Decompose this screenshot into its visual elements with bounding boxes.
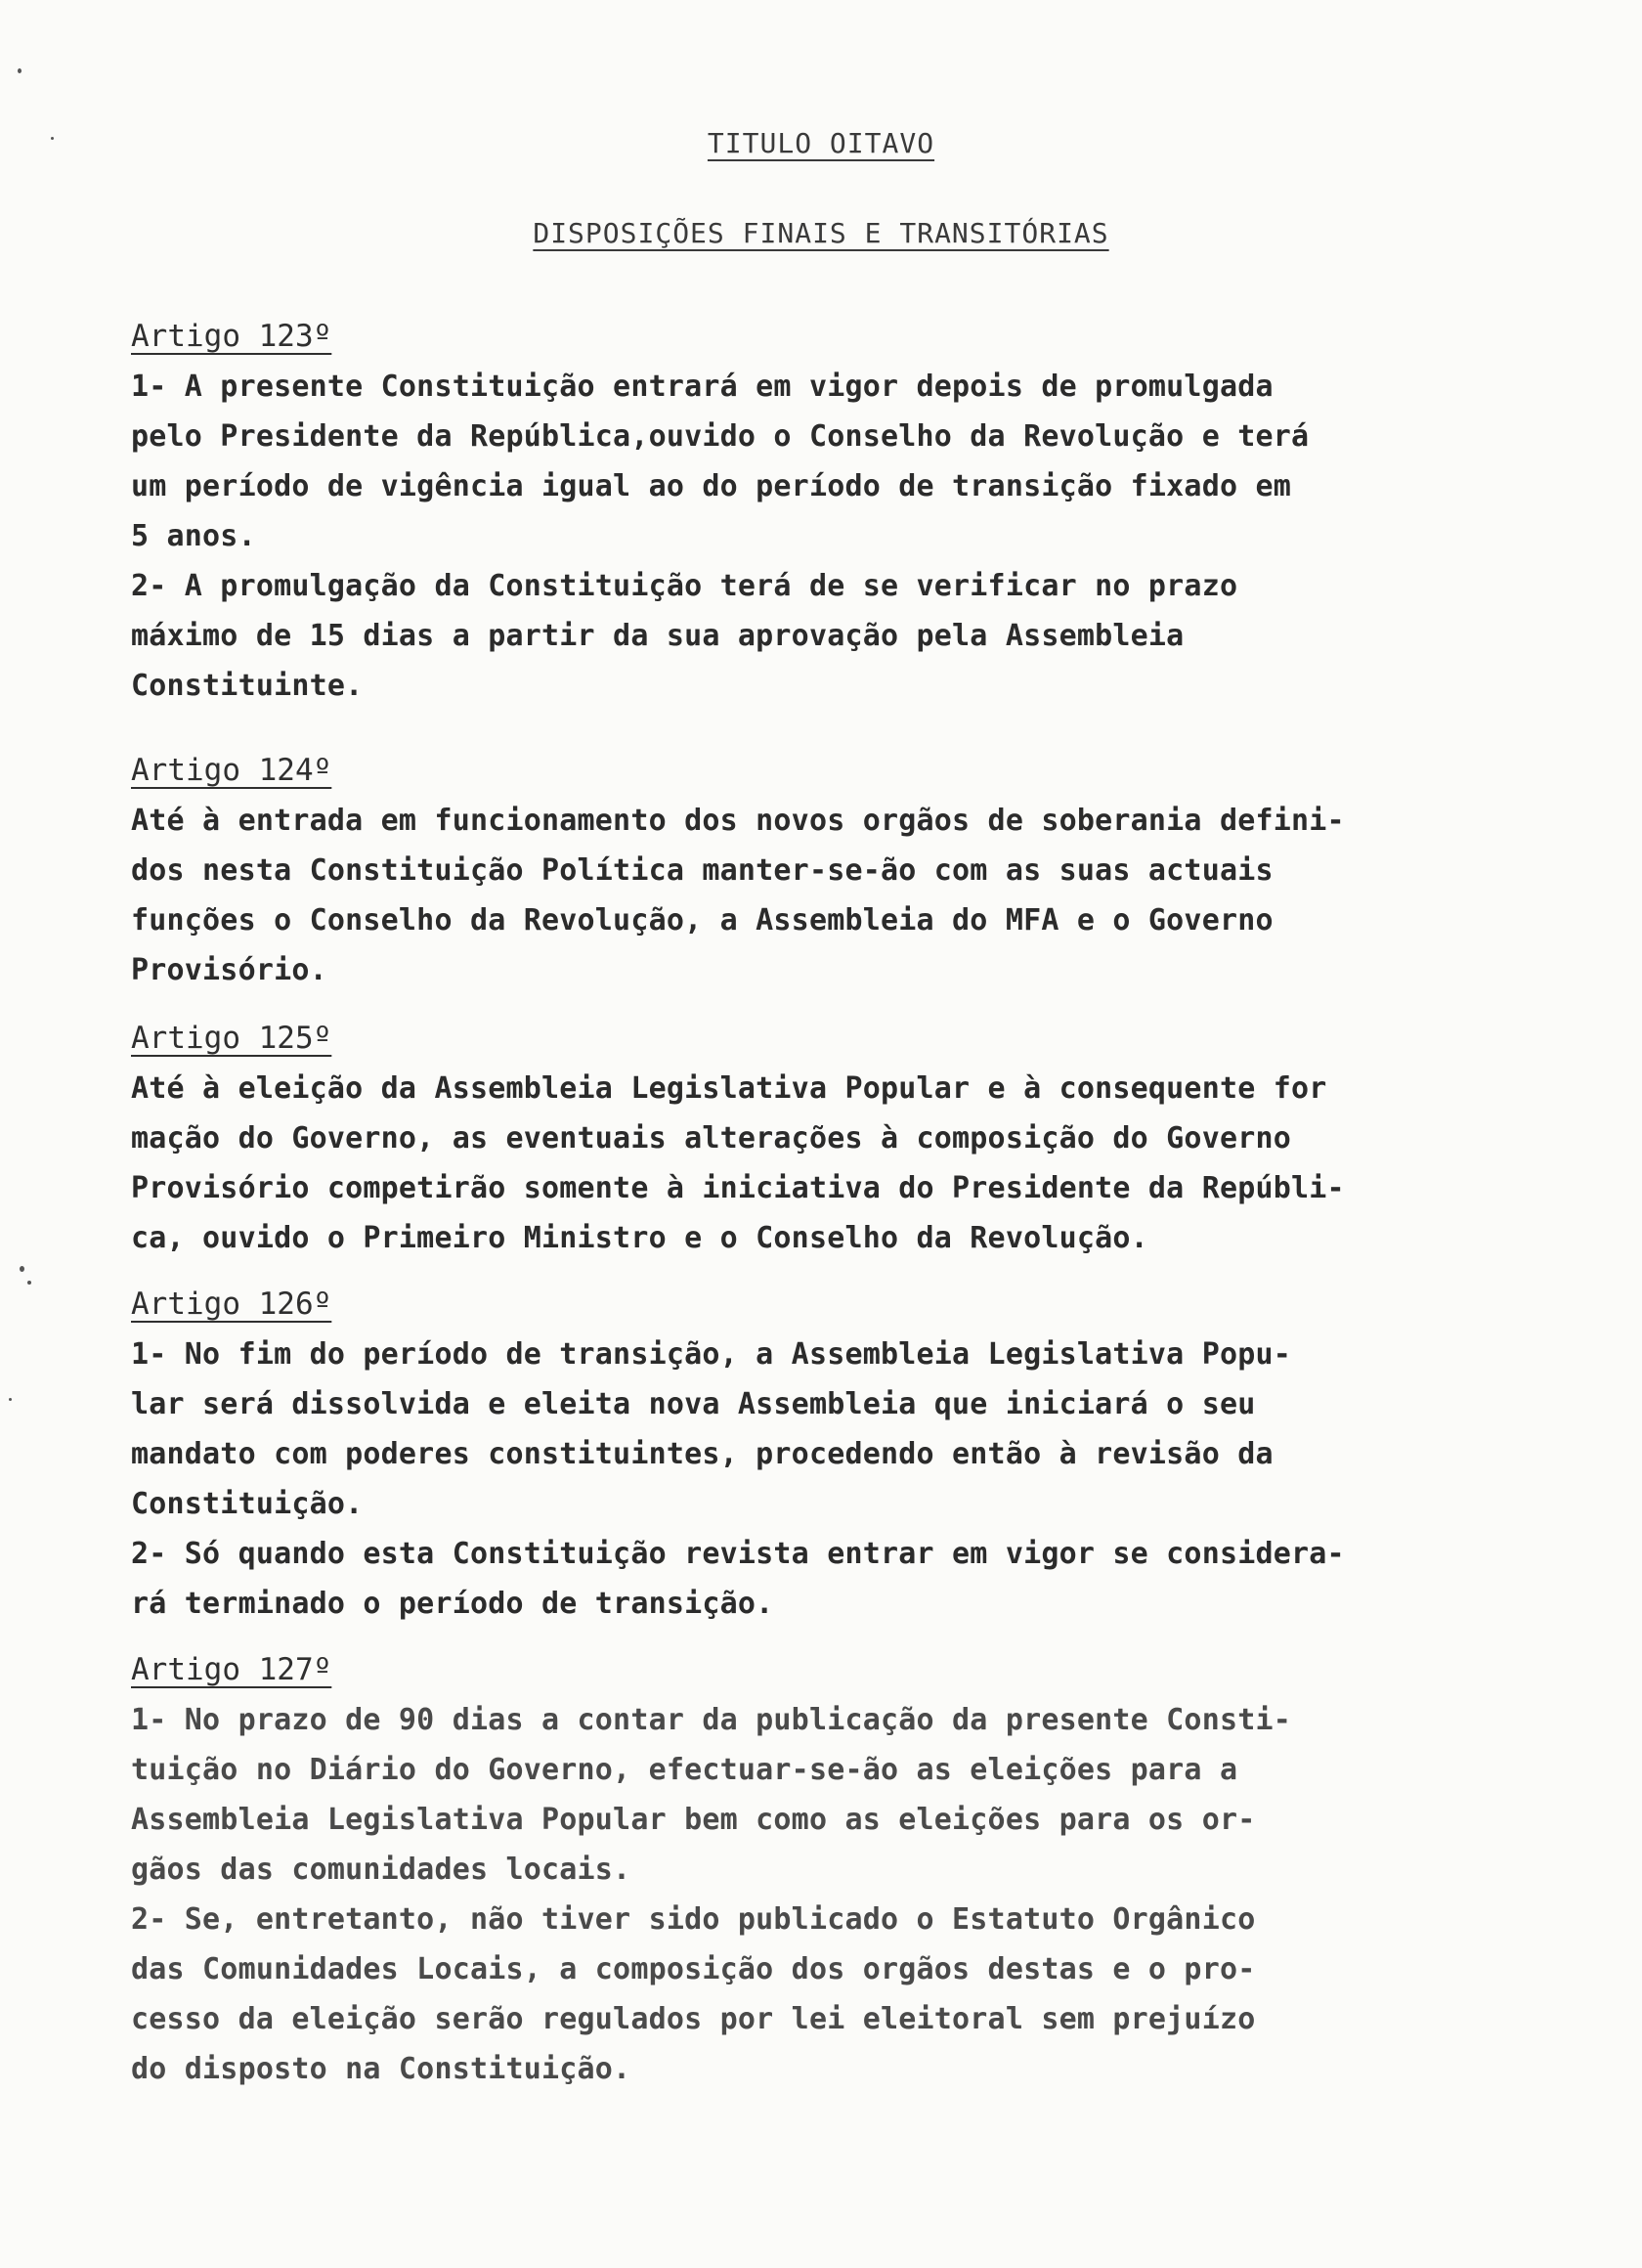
article-paragraph bbox=[131, 561, 1529, 711]
article-paragraph bbox=[131, 1064, 1529, 1263]
article-paragraph bbox=[131, 1330, 1529, 1529]
text-line: Constituição. bbox=[131, 1487, 364, 1521]
text-line: Até à eleição da Assembleia Legislativa Popular e à consequente for bbox=[131, 1071, 1327, 1106]
document-title-text: TITULO OITAVO bbox=[707, 127, 935, 159]
text-line: cesso da eleição serão regulados por lei eleitoral sem prejuízo bbox=[131, 2002, 1256, 2036]
text-line: um período de vigência igual ao do período de transição fixado em bbox=[131, 469, 1291, 503]
text-line: das Comunidades Locais, a composição dos orgãos destas e o pro- bbox=[131, 1952, 1256, 1986]
article-paragraph bbox=[131, 1895, 1529, 2094]
text-line: tuição no Diário do Governo, efectuar-se-ão as eleições para a bbox=[131, 1753, 1238, 1787]
article-heading: Artigo 127º bbox=[131, 1652, 332, 1687]
article-heading: Artigo 125º bbox=[131, 1021, 332, 1056]
text-line: pelo Presidente da República,ouvido o Conselho da Revolução e terá bbox=[131, 419, 1310, 454]
scan-speck bbox=[27, 1281, 31, 1285]
text-line: Provisório competirão somente à iniciativa do Presidente da Repúbli- bbox=[131, 1171, 1345, 1205]
scan-speck bbox=[51, 137, 54, 140]
text-line: funções o Conselho da Revolução, a Assembleia do MFA e o Governo bbox=[131, 903, 1274, 938]
article-paragraph bbox=[131, 1529, 1529, 1629]
scan-speck bbox=[20, 1266, 24, 1272]
article-paragraph bbox=[131, 362, 1529, 561]
text-line: mação do Governo, as eventuais alterações à composição do Governo bbox=[131, 1121, 1291, 1156]
text-line: lar será dissolvida e eleita nova Assembleia que iniciará o seu bbox=[131, 1387, 1256, 1421]
article-heading: Artigo 123º bbox=[131, 319, 332, 354]
text-line: Constituinte. bbox=[131, 669, 364, 703]
article-heading: Artigo 126º bbox=[131, 1287, 332, 1322]
article-paragraph bbox=[131, 796, 1529, 995]
text-line: Provisório. bbox=[131, 953, 327, 987]
document-subtitle-text: DISPOSIÇÕES FINAIS E TRANSITÓRIAS bbox=[533, 217, 1109, 249]
text-line: 2- A promulgação da Constituição terá de se verificar no prazo bbox=[131, 569, 1238, 603]
text-line: Assembleia Legislativa Popular bem como as eleições para os or- bbox=[131, 1803, 1256, 1837]
article-124 bbox=[131, 749, 1529, 995]
text-line: 2- Se, entretanto, não tiver sido publicado o Estatuto Orgânico bbox=[131, 1902, 1256, 1937]
text-line: 1- A presente Constituição entrará em vigor depois de promulgada bbox=[131, 370, 1274, 404]
article-127 bbox=[131, 1648, 1529, 2094]
article-126 bbox=[131, 1283, 1529, 1629]
text-line: gãos das comunidades locais. bbox=[131, 1853, 631, 1887]
text-line: dos nesta Constituição Política manter-se-ão com as suas actuais bbox=[131, 853, 1274, 888]
document-title bbox=[0, 127, 1642, 159]
article-125 bbox=[131, 1017, 1529, 1263]
document-subtitle bbox=[0, 217, 1642, 249]
article-paragraph bbox=[131, 1695, 1529, 1895]
scan-speck bbox=[18, 68, 22, 73]
scan-speck bbox=[9, 1398, 12, 1401]
text-line: 2- Só quando esta Constituição revista entrar em vigor se considera- bbox=[131, 1537, 1345, 1571]
text-line: mandato com poderes constituintes, procedendo então à revisão da bbox=[131, 1437, 1274, 1471]
text-line: ca, ouvido o Primeiro Ministro e o Conselho da Revolução. bbox=[131, 1221, 1148, 1255]
text-line: máximo de 15 dias a partir da sua aprovação pela Assembleia bbox=[131, 619, 1185, 653]
text-line: Até à entrada em funcionamento dos novos orgãos de soberania defini- bbox=[131, 804, 1345, 838]
article-123 bbox=[131, 315, 1529, 711]
text-line: rá terminado o período de transição. bbox=[131, 1587, 774, 1621]
text-line: do disposto na Constituição. bbox=[131, 2052, 631, 2086]
text-line: 5 anos. bbox=[131, 519, 256, 553]
text-line: 1- No prazo de 90 dias a contar da publicação da presente Consti- bbox=[131, 1703, 1291, 1737]
article-heading: Artigo 124º bbox=[131, 753, 332, 788]
text-line: 1- No fim do período de transição, a Assembleia Legislativa Popu- bbox=[131, 1337, 1291, 1372]
